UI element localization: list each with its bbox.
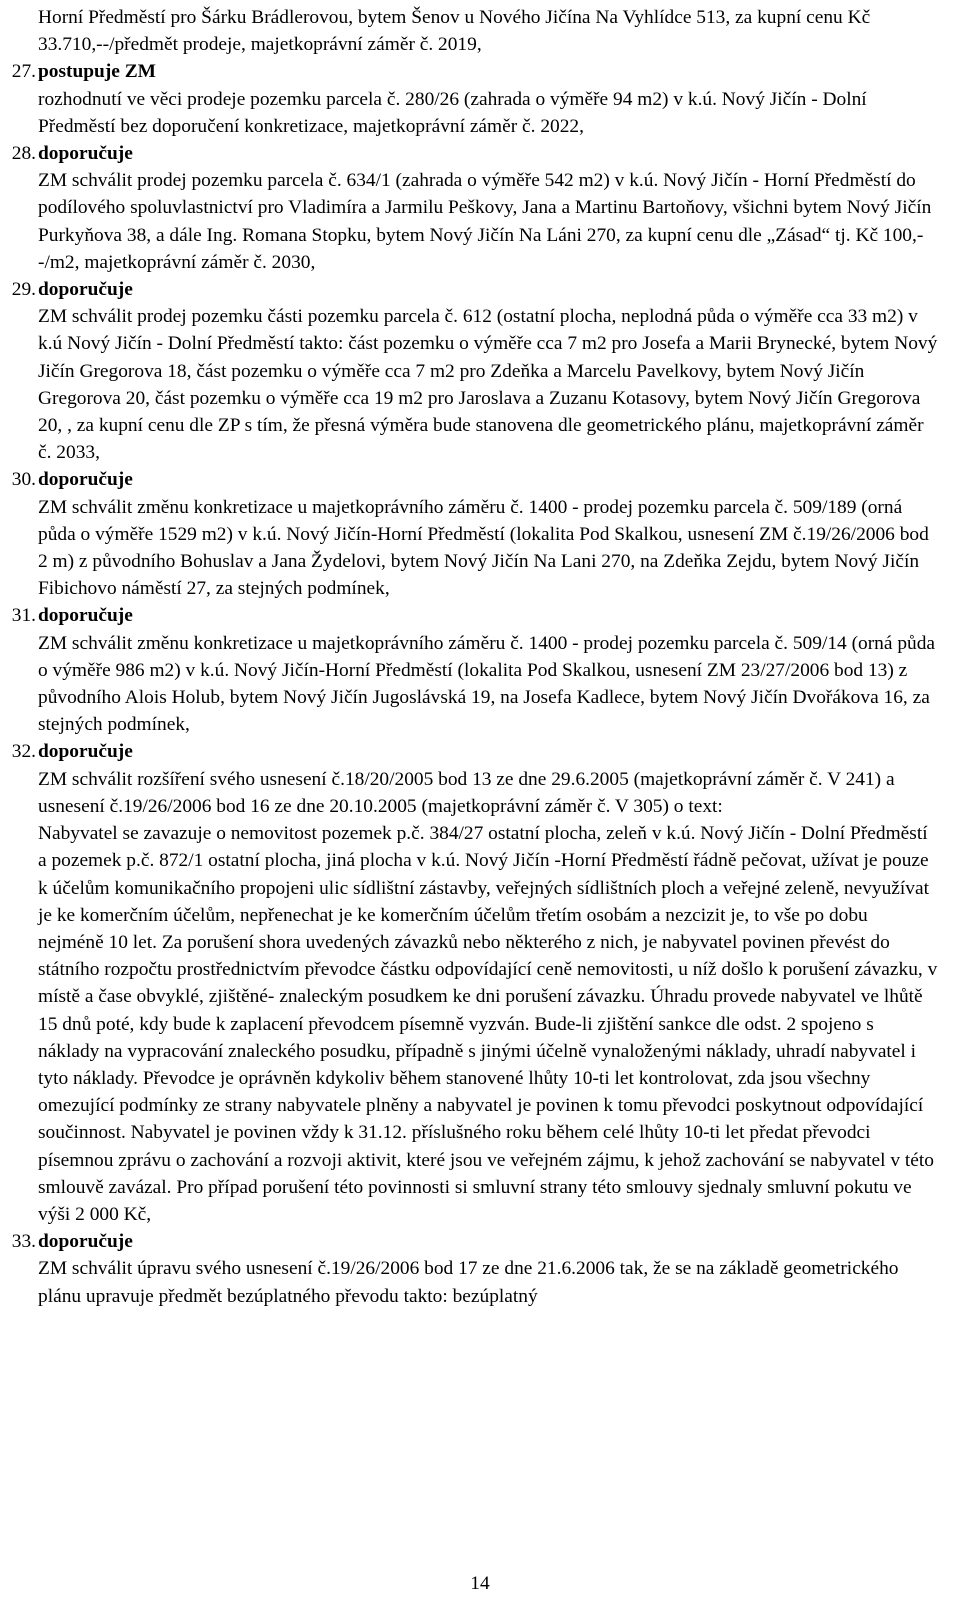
intro-paragraph: Horní Předměstí pro Šárku Brádlerovou, bytem Šenov u Nového Jičína Na Vyhlídce 513, za kupní cenu Kč 33.710,--/předmět prodeje, majetkoprávní záměr č. 2019, (38, 7, 871, 56)
resolution-item-28 (11, 140, 938, 276)
item-body: ZM schválit prodej pozemku parcela č. 634/1 (zahrada o výměře 542 m2) v k.ú. Nový Jičín - Horní Předměstí do podílového spoluvlastnictví pro Vladimíra a Jarmilu Peškovy, Jana a Martinu Bartoňovy, všichni bytem Nový Jičín Purkyňova 38, a dále Ing. Romana Stopku, bytem Nový Jičín Na Láni 270, za kupní cenu dle „Zásad“ tj. Kč 100,--/m2, majetkoprávní záměr č. 2030, (38, 170, 932, 273)
item-number: 30. (11, 469, 36, 491)
resolution-item-30 (11, 466, 938, 602)
item-number: 27. (11, 61, 36, 83)
resolution-item-32 (11, 738, 938, 1228)
resolution-item-33 (11, 1228, 938, 1310)
item-heading: doporučuje (38, 741, 133, 763)
item-body: rozhodnutí ve věci prodeje pozemku parcela č. 280/26 (zahrada o výměře 94 m2) v k.ú. Nový Jičín - Dolní Předměstí bez doporučení konkretizace, majetkoprávní záměr č. 2022, (38, 88, 867, 137)
resolution-item-29 (11, 276, 938, 466)
item-body: ZM schválit rozšíření svého usnesení č.18/20/2005 bod 13 ze dne 29.6.2005 (majetkoprávní záměr č. V 241) a usnesení č.19/26/2006 bod 16 ze dne 20.10.2005 (majetkoprávní záměr č. V 305) o text: (38, 768, 895, 817)
page-number: 14 (470, 1573, 490, 1594)
item-heading: doporučuje (38, 1231, 133, 1253)
item-body: ZM schválit úpravu svého usnesení č.19/26/2006 bod 17 ze dne 21.6.2006 tak, že se na základě geometrického plánu upravuje předmět bezúplatného převodu takto: bezúplatný (38, 1258, 899, 1307)
item-body: ZM schválit změnu konkretizace u majetkoprávního záměru č. 1400 - prodej pozemku parcela č. 509/189 (orná půda o výměře 1529 m2) v k.ú. Nový Jičín-Horní Předměstí (lokalita Pod Skalkou, usnesení ZM č.19/26/2006 bod 2 m) z původního Bohuslav a Jana Žydelovi, bytem Nový Jičín Na Lani 270, na Zdeňka Zejdu, bytem Nový Jičín Fibichovo náměstí 27, za stejných podmínek, (38, 496, 929, 600)
item-heading: postupuje ZM (38, 61, 156, 83)
item-heading: doporučuje (38, 279, 133, 301)
item-body-continuation: Nabyvatel se zavazuje o nemovitost pozemek p.č. 384/27 ostatní plocha, zeleň v k.ú. Nový Jičín - Dolní Předměstí a pozemek p.č. 872/1 ostatní plocha, jiná plocha v k.ú. Nový Jičín -Horní Předměstí řádně pečovat, užívat je pouze k účelům komunikačního propojeni ulic sídlištní zástavby, veřejných sídlištních ploch a veřejné zeleně, nevyužívat je ke komerčním účelům, nepřenechat je ke komerčním účelům třetím osobám a nezcizit je, to vše po dobu nejméně 10 let. Za porušení shora uvedených závazků nebo některého z nich, je nabyvatel povinen převést do státního rozpočtu prostřednictvím převodce částku odpovídající ceně nemovitosti, u níž došlo k porušení závazku, v místě a čase obvyklé, zjištěné- znaleckým posudkem ke dni porušení závazku. Úhradu provede nabyvatel ve lhůtě 15 dnů poté, kdy bude k zaplacení převodcem písemně vyzván. Bude-li zjištění sankce dle odst. 2 spojeno s náklady na vypracování znaleckého posudku, případně s jinými účelně vynaloženými náklady, uhradí nabyvatel i tyto náklady. Převodce je oprávněn kdykoliv během stanovené lhůty 10-ti let kontrolovat, zda jsou všechny omezující podmínky ze strany nabyvatele plněny a nabyvatel je povinen k tomu převodci poskytnout odpovídající součinnost. Nabyvatel je povinen vždy k 31.12. příslušného roku během celé lhůty 10-ti let předat převodci písemnou zprávu o zachování a rozvoji aktivit, které jsou ve veřejném zájmu, k jehož zachování se nabyvatel v této smlouvě zavázal. Pro případ porušení této povinnosti si smluvní strany této smlouvy sjednaly smluvní pokutu ve výši 2 000 Kč, (38, 823, 938, 1225)
item-number: 28. (11, 143, 36, 165)
resolution-item-31 (11, 602, 938, 738)
item-body: ZM schválit prodej pozemku části pozemku parcela č. 612 (ostatní plocha, neplodná půda o výměře cca 33 m2) v k.ú Nový Jičín - Dolní Předměstí takto: část pozemku o výměře cca 7 m2 pro Josefa a Marii Brynecké, bytem Nový Jičín Gregorova 18, část pozemku o výměře cca 7 m2 pro Zdeňka a Marcelu Pavelkovy, bytem Nový Jičín Gregorova 20, část pozemku o výměře cca 19 m2 pro Jaroslava a Zuzanu Kotasovy, bytem Nový Jičín Gregorova 20, , za kupní cenu dle ZP s tím, že přesná výměra bude stanovena dle geometrického plánu, majetkoprávní záměr č. 2033, (38, 306, 938, 464)
item-heading: doporučuje (38, 605, 133, 627)
document-page (11, 4, 938, 1310)
item-heading: doporučuje (38, 143, 133, 165)
item-number: 33. (11, 1231, 36, 1253)
item-body: ZM schválit změnu konkretizace u majetkoprávního záměru č. 1400 - prodej pozemku parcela č. 509/14 (orná půda o výměře 986 m2) v k.ú. Nový Jičín-Horní Předměstí (lokalita Pod Skalkou, usnesení ZM 23/27/2006 bod 13) z původního Alois Holub, bytem Nový Jičín Jugoslávská 19, na Josefa Kadlece, bytem Nový Jičín Dvořákova 16, za stejných podmínek, (38, 632, 936, 736)
item-heading: doporučuje (38, 469, 133, 491)
item-number: 32. (11, 741, 36, 763)
item-number: 29. (11, 279, 36, 301)
item-number: 31. (11, 605, 36, 627)
resolution-item-27 (11, 58, 938, 140)
